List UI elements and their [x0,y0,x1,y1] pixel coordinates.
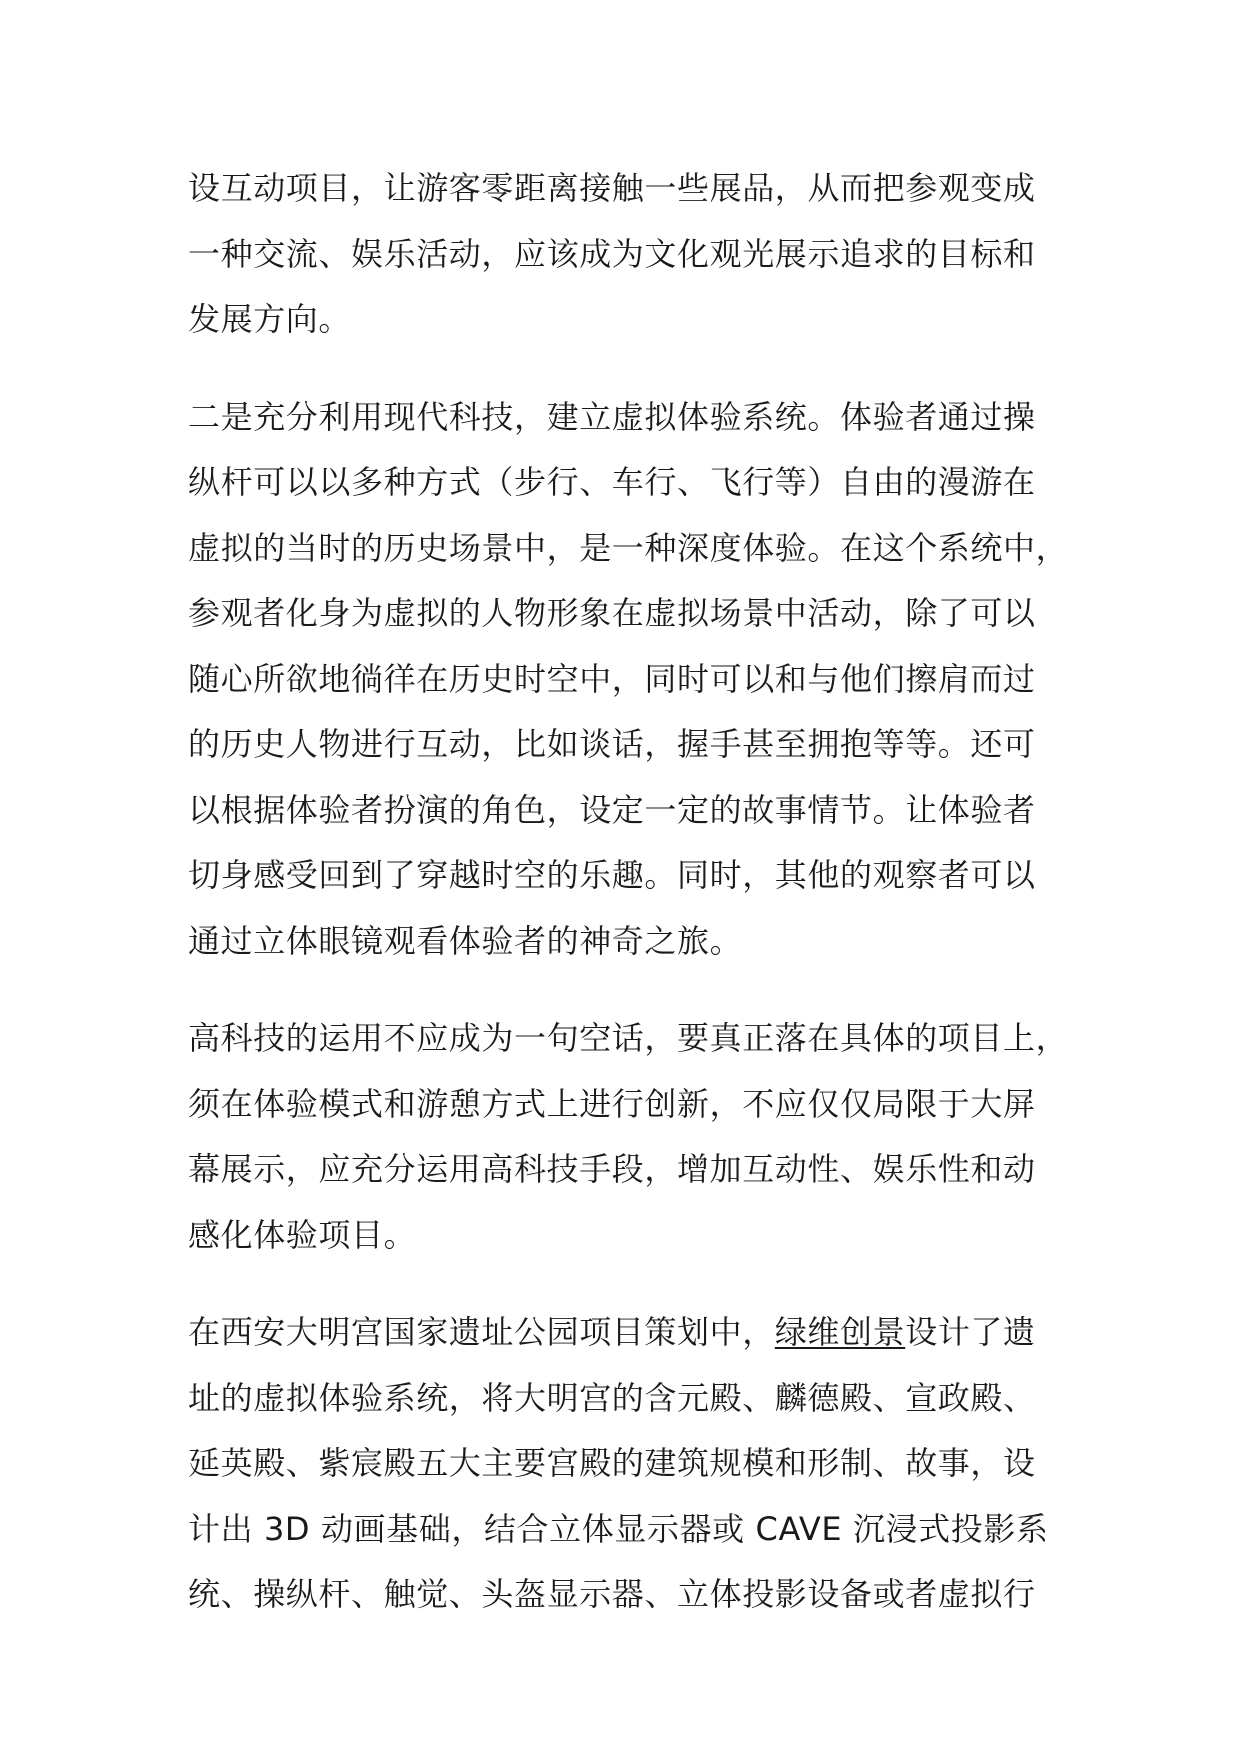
document-body [188,156,1068,1628]
text-line: 二是充分利用现代科技，建立虚拟体验系统。体验者通过操 [188,397,1036,436]
company-link[interactable]: 绿维创景 [774,1313,906,1351]
text-line: 高科技的运用不应成为一句空话，要真正落在具体的项目上， [188,1019,1069,1057]
text-segment: 设计了遗 [905,1313,1036,1351]
text-line: 通过立体眼镜观看体验者的神奇之旅。 [188,921,743,960]
paragraph-1 [188,156,1068,353]
text-segment: 在西安大明宫国家遗址公园项目策划中， [188,1313,775,1351]
text-line: 一种交流、娱乐活动，应该成为文化观光展示追求的目标和 [188,234,1036,273]
text-line: 幕展示，应充分运用高科技手段，增加互动性、娱乐性和动 [188,1150,1036,1188]
text-line: 纵杆可以以多种方式（步行、车行、飞行等）自由的漫游在 [188,463,1036,501]
text-line: 计出 3D 动画基础，结合立体显示器或 CAVE 沉浸式投影系 [188,1509,1049,1548]
text-line: 切身感受回到了穿越时空的乐趣。同时，其他的观察者可以 [188,856,1036,894]
text-line: 的历史人物进行互动，比如谈话，握手甚至拥抱等等。还可 [188,725,1036,763]
text-line: 以根据体验者扮演的角色，设定一定的故事情节。让体验者 [188,790,1036,829]
text-line: 设互动项目，让游客零距离接触一些展品，从而把参观变成 [188,169,1036,207]
text-line: 感化体验项目。 [188,1215,417,1254]
paragraph-2 [188,385,1068,975]
text-line [188,1300,1068,1366]
text-line: 发展方向。 [188,300,352,338]
text-line: 须在体验模式和游憩方式上进行创新，不应仅仅局限于大屏 [188,1084,1036,1123]
text-line: 参观者化身为虚拟的人物形象在虚拟场景中活动，除了可以 [188,594,1036,632]
text-line: 虚拟的当时的历史场景中，是一种深度体验。在这个系统中， [188,528,1069,567]
text-line: 随心所欲地徜徉在历史时空中，同时可以和与他们擦肩而过 [188,659,1036,698]
paragraph-4 [188,1300,1068,1628]
text-line: 址的虚拟体验系统，将大明宫的含元殿、麟德殿、宣政殿、 [188,1378,1036,1417]
text-line: 延英殿、紫宸殿五大主要宫殿的建筑规模和形制、故事，设 [188,1444,1036,1482]
text-line: 统、操纵杆、触觉、头盔显示器、立体投影设备或者虚拟行 [188,1575,1036,1613]
paragraph-3 [188,1006,1068,1268]
